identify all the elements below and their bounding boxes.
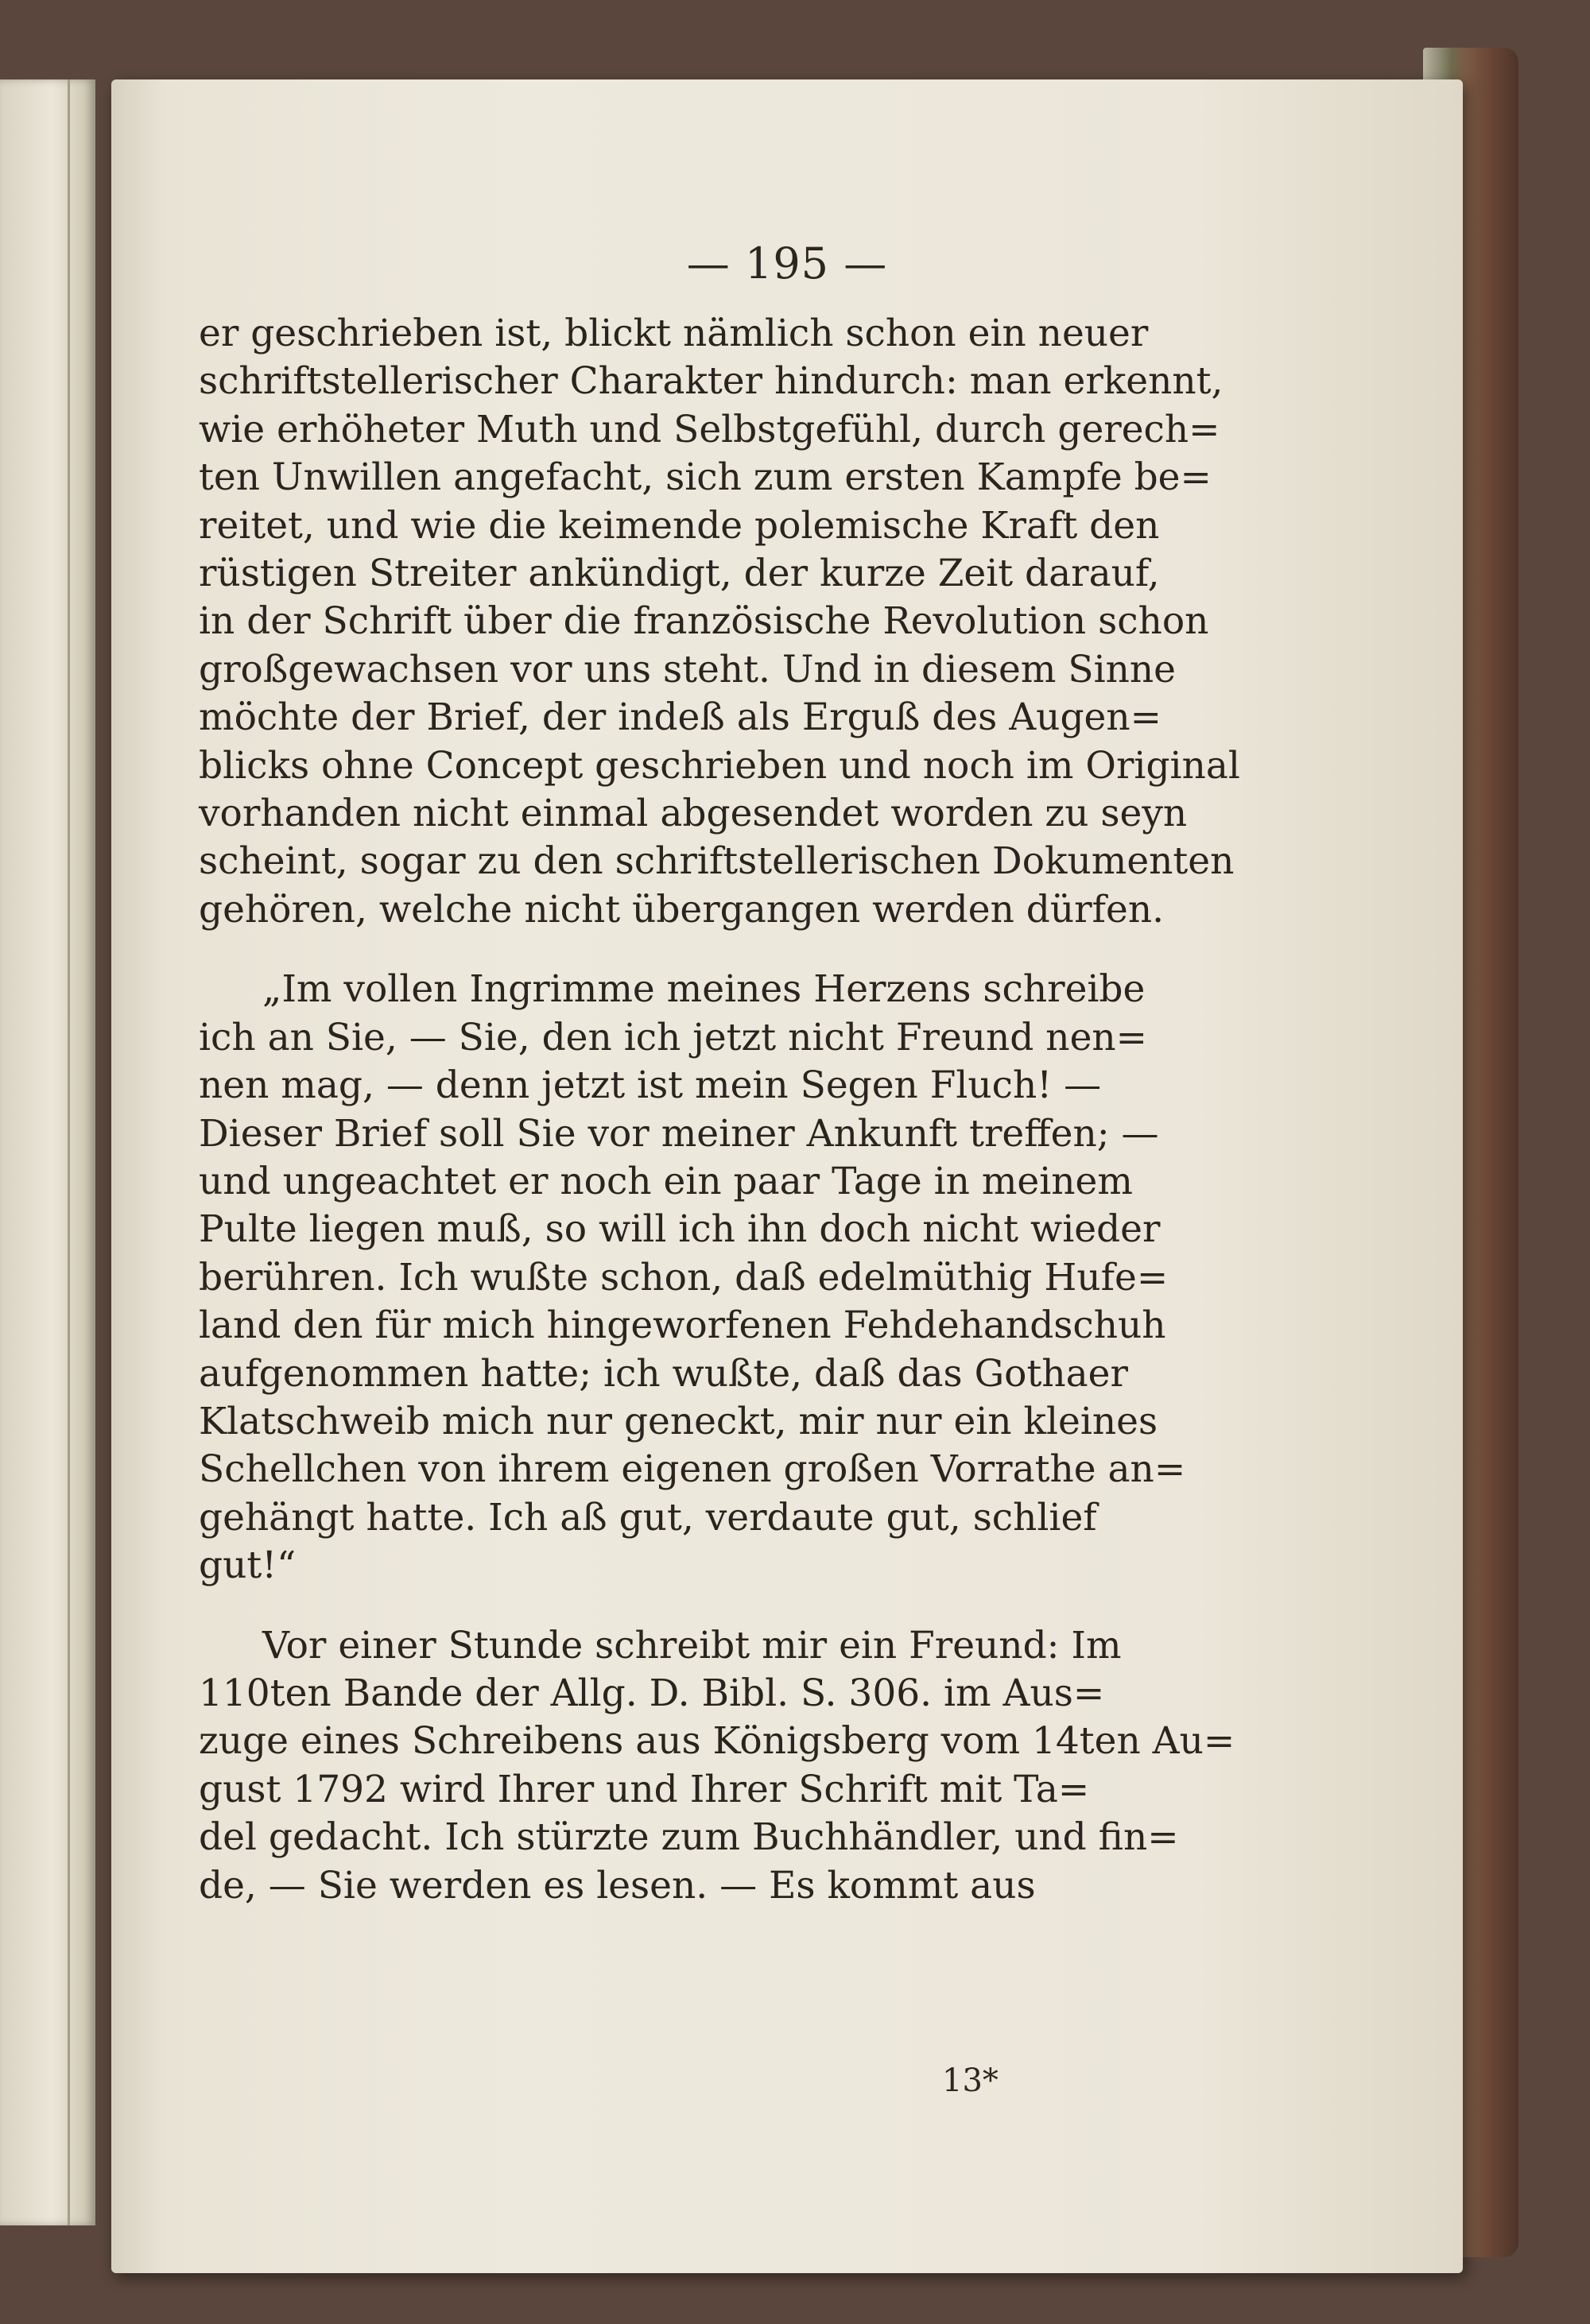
paragraph: [199, 1622, 1235, 1910]
text-line: rüstigen Streiter ankündigt, der kurze Zeit darauf,: [199, 552, 1160, 596]
paragraph-gap: [199, 934, 1169, 966]
paragraph: [199, 310, 1240, 934]
text-line: scheint, sogar zu den schriftstellerischen Dokumenten: [199, 839, 1235, 884]
text-line: berühren. Ich wußte schon, daß edelmüthig Hufe=: [199, 1255, 1169, 1300]
text-line: wie erhöheter Muth und Selbstgefühl, durch gerech=: [199, 407, 1220, 451]
signature-mark: 13*: [942, 2063, 999, 2099]
text-line: de, — Sie werden es lesen. — Es kommt aus: [199, 1863, 1036, 1908]
text-line: zuge eines Schreibens aus Königsberg vom 14ten Au=: [199, 1719, 1235, 1764]
page-number-header: — 195 —: [686, 238, 888, 289]
text-line: land den für mich hingeworfenen Fehdehandschuh: [199, 1303, 1166, 1348]
text-line: Pulte liegen muß, so will ich ihn doch nicht wieder: [199, 1207, 1161, 1252]
text-line: gust 1792 wird Ihrer und Ihrer Schrift mit Ta=: [199, 1767, 1090, 1811]
text-line: er geschrieben ist, blickt nämlich schon ein neuer: [199, 312, 1149, 355]
text-line: blicks ohne Concept geschrieben und noch im Original: [199, 743, 1240, 788]
text-line: in der Schrift über die französische Revolution schon: [199, 599, 1209, 644]
text-line: und ungeachtet er noch ein paar Tage in meinem: [199, 1159, 1133, 1203]
text-line: ten Unwillen angefacht, sich zum ersten Kampfe be=: [199, 455, 1212, 500]
book-page: [111, 79, 1463, 2273]
paragraph-gap: [199, 1590, 1169, 1622]
text-line: Schellchen von ihrem eigenen großen Vorrathe an=: [199, 1447, 1186, 1492]
text-line: schriftstellerischer Charakter hindurch: man erkennt,: [199, 359, 1224, 404]
text-line: möchte der Brief, der indeß als Erguß des Augen=: [199, 695, 1162, 740]
text-line: 110ten Bande der Allg. D. Bibl. S. 306. im Aus=: [199, 1671, 1105, 1715]
text-line: Vor einer Stunde schreibt mir ein Freund: Im: [262, 1623, 1122, 1667]
text-line: nen mag, — denn jetzt ist mein Segen Fluch! —: [199, 1063, 1102, 1108]
page-gutter-line: [68, 79, 70, 2225]
text-line: großgewachsen vor uns steht. Und in diesem Sinne: [199, 647, 1176, 691]
text-line: reitet, und wie die keimende polemische Kraft den: [199, 503, 1160, 548]
text-line: Dieser Brief soll Sie vor meiner Ankunft treffen; —: [199, 1111, 1159, 1156]
text-line: Klatschweib mich nur geneckt, mir nur ein kleines: [199, 1399, 1158, 1443]
text-line: gehängt hatte. Ich aß gut, verdaute gut, schlief: [199, 1495, 1097, 1540]
text-line: del gedacht. Ich stürzte zum Buchhändler, und fin=: [199, 1815, 1179, 1860]
text-line: ich an Sie, — Sie, den ich jetzt nicht Freund nen=: [199, 1015, 1148, 1059]
text-line: gehören, welche nicht übergangen werden dürfen.: [199, 887, 1165, 932]
page-text: [199, 310, 1240, 1910]
text-line: aufgenommen hatte; ich wußte, daß das Gothaer: [199, 1351, 1128, 1396]
paragraph: [199, 966, 1186, 1590]
text-line: „Im vollen Ingrimme meines Herzens schreibe: [262, 967, 1146, 1012]
text-line: vorhanden nicht einmal abgesendet worden zu seyn: [199, 792, 1188, 836]
left-page-edge: [0, 79, 95, 2225]
text-line: gut!“: [199, 1544, 297, 1588]
